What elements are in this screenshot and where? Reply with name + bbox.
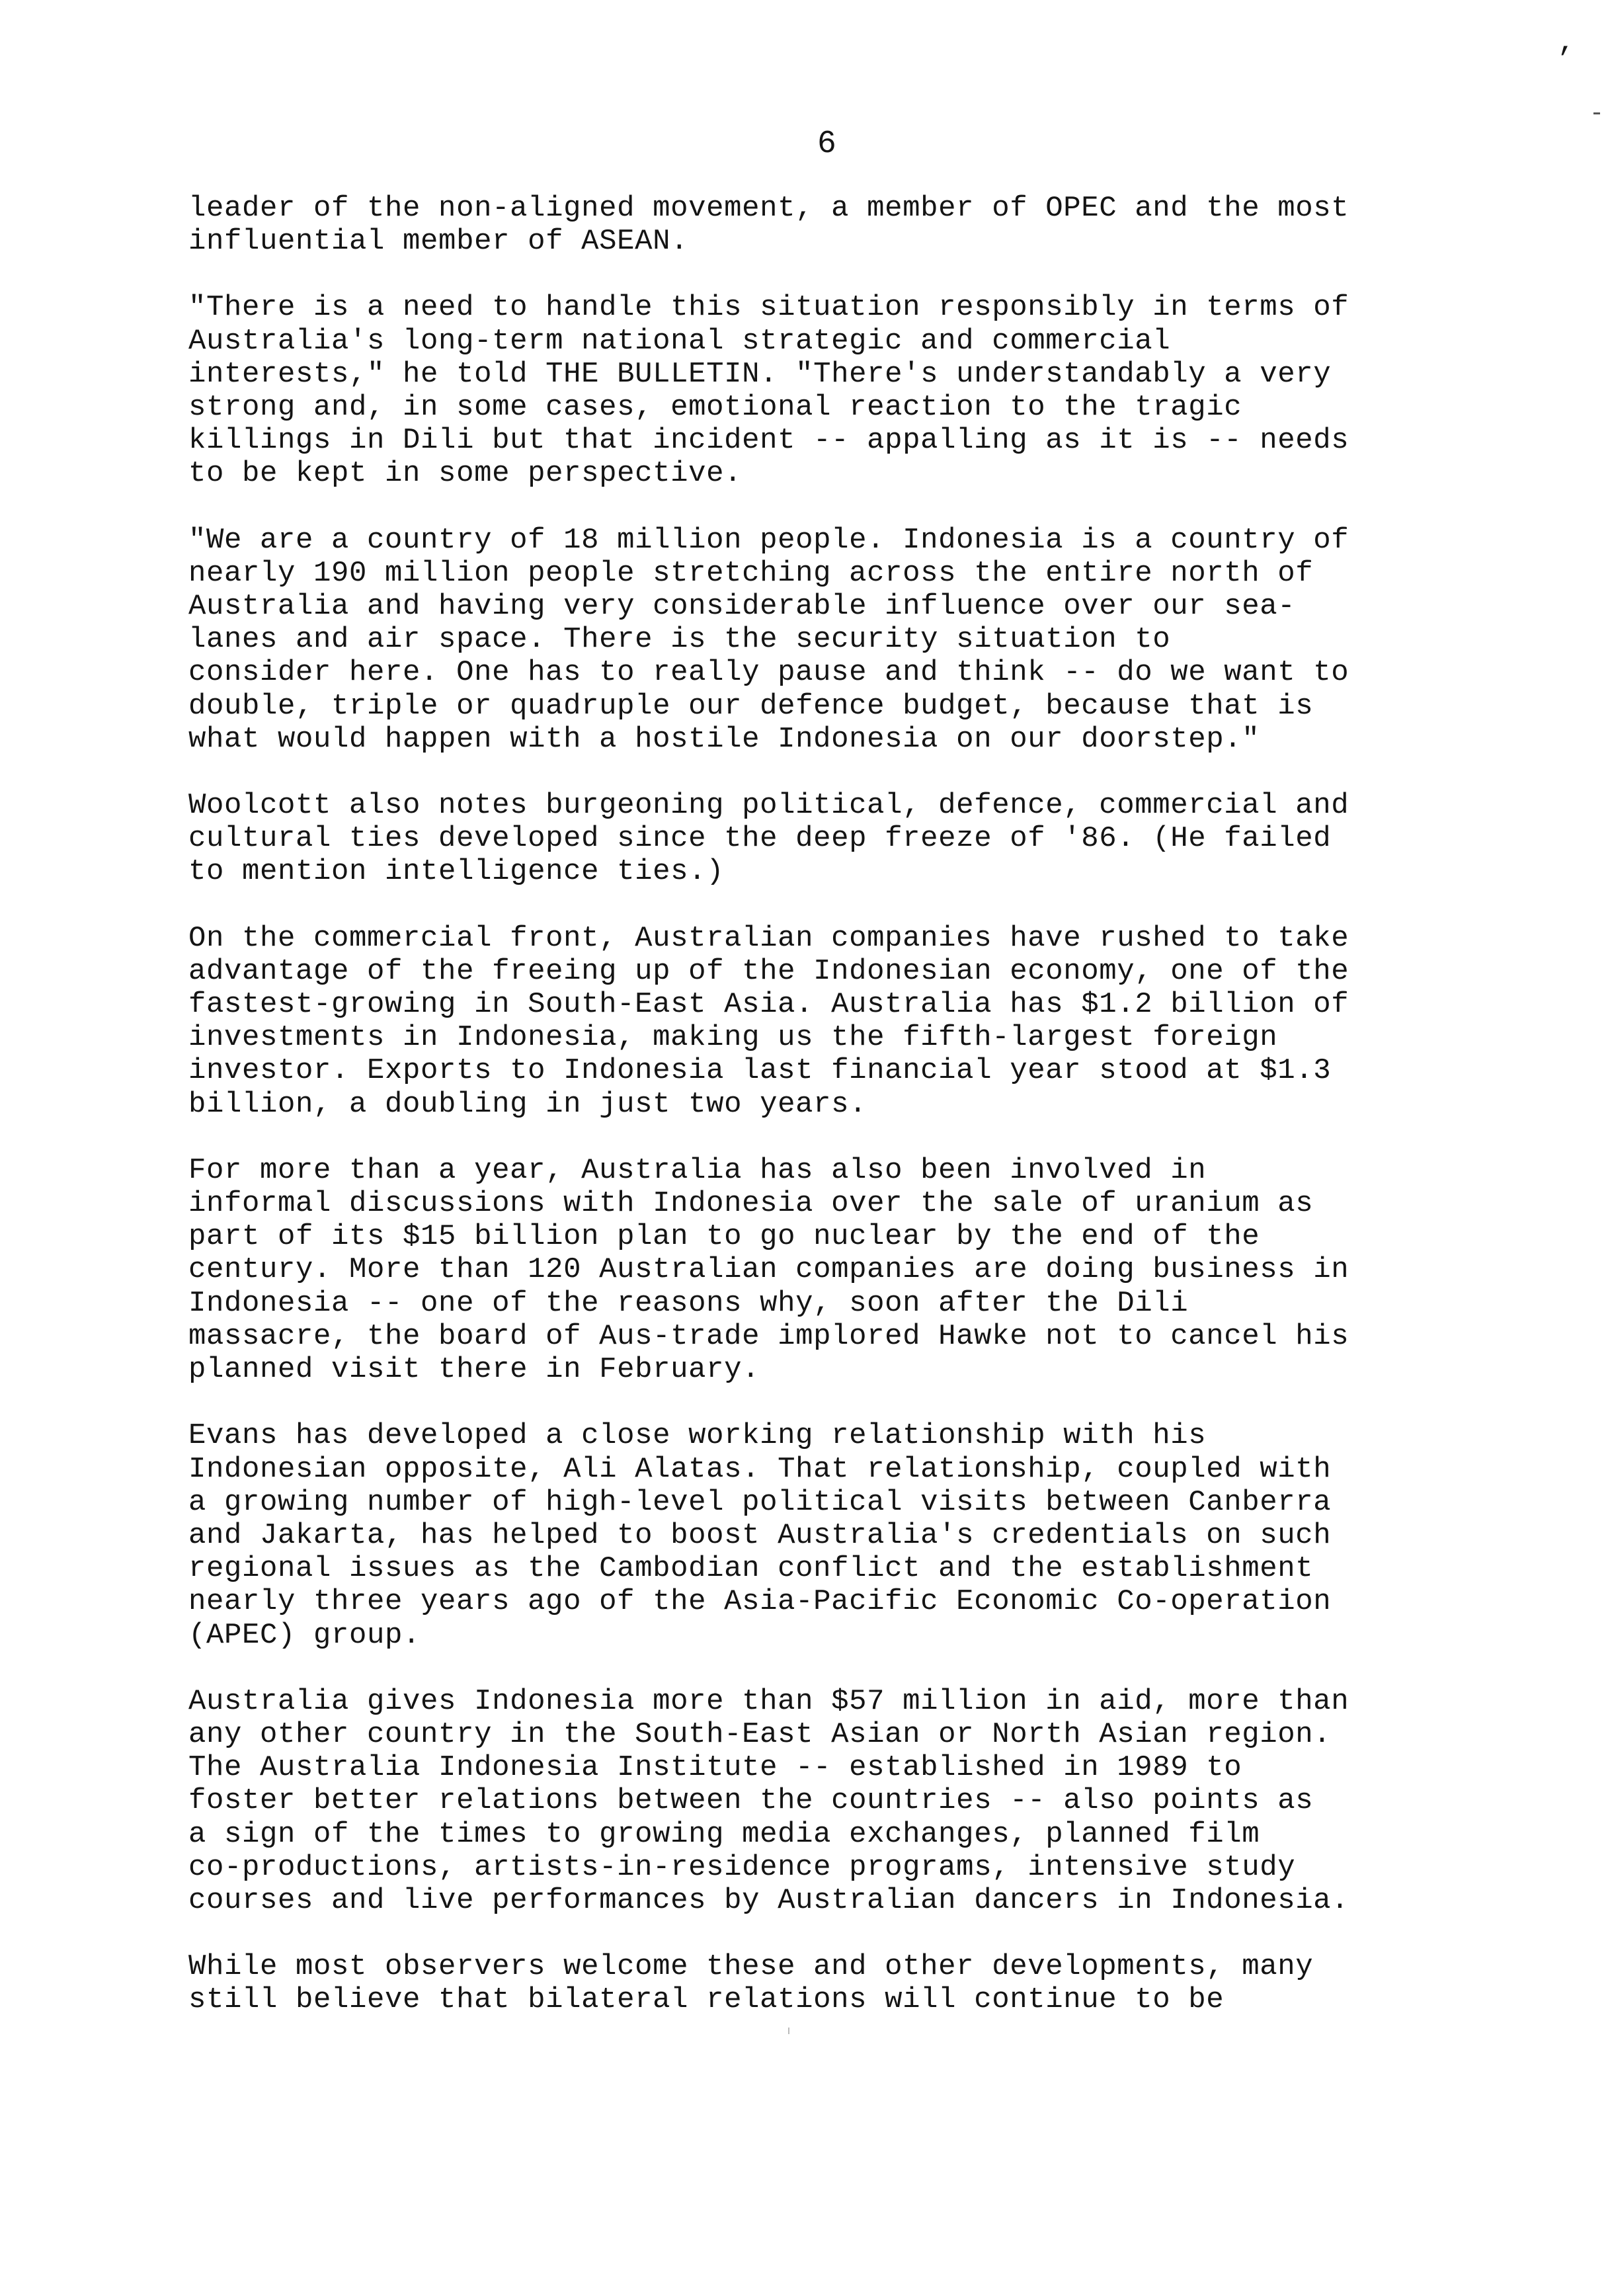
text-line: advantage of the freeing up of the Indonesian economy, one of the (188, 954, 1349, 988)
text-line: investor. Exports to Indonesia last financial year stood at $1.3 (188, 1054, 1332, 1088)
text-line: Woolcott also notes burgeoning political, defence, commercial and (188, 789, 1349, 823)
text-line: For more than a year, Australia has also been involved in (188, 1153, 1207, 1187)
paragraph-3 (188, 524, 1577, 756)
text-line: Australia and having very considerable influence over our sea- (188, 590, 1296, 624)
corner-mark: , (1558, 26, 1576, 60)
text-line: still believe that bilateral relations will continue to be (188, 1983, 1225, 2017)
text-line: double, triple or quadruple our defence budget, because that is (188, 689, 1314, 723)
text-line: what would happen with a hostile Indonesia on our doorstep." (188, 722, 1260, 756)
paragraph-7 (188, 1419, 1577, 1651)
text-line: co-productions, artists-in-residence programs, intensive study (188, 1850, 1296, 1884)
text-line: planned visit there in February. (188, 1353, 760, 1387)
text-line: cultural ties developed since the deep freeze of '86. (He failed (188, 822, 1332, 856)
paragraph-4 (188, 789, 1577, 889)
text-line: informal discussions with Indonesia over the sale of uranium as (188, 1187, 1314, 1221)
text-line: Australia's long-term national strategic and commercial (188, 324, 1171, 358)
text-line: (APEC) group. (188, 1618, 421, 1652)
text-line: Evans has developed a close working relationship with his (188, 1419, 1207, 1453)
text-line: regional issues as the Cambodian conflict and the establishment (188, 1552, 1314, 1586)
text-line: consider here. One has to really pause and think -- do we want to (188, 656, 1349, 690)
text-line: While most observers welcome these and other developments, many (188, 1950, 1314, 1984)
text-line: massacre, the board of Aus-trade implored Hawke not to cancel his (188, 1319, 1349, 1353)
text-line: The Australia Indonesia Institute -- established in 1989 to (188, 1751, 1242, 1785)
text-line: influential member of ASEAN. (188, 225, 689, 259)
text-line: to mention intelligence ties.) (188, 855, 725, 889)
text-line: a sign of the times to growing media exchanges, planned film (188, 1817, 1260, 1851)
text-line: century. More than 120 Australian companies are doing business in (188, 1253, 1349, 1287)
text-line: nearly three years ago of the Asia-Pacific Economic Co-operation (188, 1585, 1332, 1619)
text-line: foster better relations between the countries -- also points as (188, 1784, 1314, 1818)
text-line: interests," he told THE BULLETIN. "There's understandably a very (188, 357, 1332, 391)
text-line: fastest-growing in South-East Asia. Australia has $1.2 billion of (188, 988, 1349, 1022)
paragraph-2 (188, 291, 1577, 490)
text-line: any other country in the South-East Asian or North Asian region. (188, 1717, 1332, 1751)
page-number: 6 (817, 126, 836, 162)
text-line: Indonesian opposite, Ali Alatas. That relationship, coupled with (188, 1452, 1332, 1486)
text-line: "We are a country of 18 million people. Indonesia is a country of (188, 523, 1349, 557)
paragraph-6 (188, 1154, 1577, 1386)
scan-mark (788, 2028, 789, 2034)
text-line: "There is a need to handle this situation responsibly in terms of (188, 291, 1349, 325)
document-body (188, 192, 1577, 2017)
text-line: leader of the non-aligned movement, a member of OPEC and the most (188, 192, 1349, 225)
text-line: and Jakarta, has helped to boost Australia's credentials on such (188, 1518, 1332, 1552)
text-line: part of its $15 billion plan to go nuclear by the end of the (188, 1220, 1260, 1254)
text-line: nearly 190 million people stretching across the entire north of (188, 556, 1314, 590)
text-line: lanes and air space. There is the security situation to (188, 623, 1171, 657)
paragraph-9 (188, 1950, 1577, 2016)
paragraph-1 (188, 192, 1577, 258)
text-line: killings in Dili but that incident -- appalling as it is -- needs (188, 424, 1349, 458)
paragraph-8 (188, 1685, 1577, 1917)
text-line: investments in Indonesia, making us the fifth-largest foreign (188, 1021, 1278, 1055)
text-line: to be kept in some perspective. (188, 457, 743, 491)
text-line: Australia gives Indonesia more than $57 million in aid, more than (188, 1684, 1349, 1718)
text-line: strong and, in some cases, emotional reaction to the tragic (188, 391, 1242, 425)
text-line: On the commercial front, Australian companies have rushed to take (188, 921, 1349, 955)
text-line: courses and live performances by Australian dancers in Indonesia. (188, 1883, 1349, 1917)
paragraph-5 (188, 922, 1577, 1121)
text-line: billion, a doubling in just two years. (188, 1087, 867, 1121)
text-line: Indonesia -- one of the reasons why, soon after the Dili (188, 1286, 1189, 1320)
text-line: a growing number of high-level political visits between Canberra (188, 1485, 1332, 1519)
scan-mark (1593, 112, 1600, 114)
